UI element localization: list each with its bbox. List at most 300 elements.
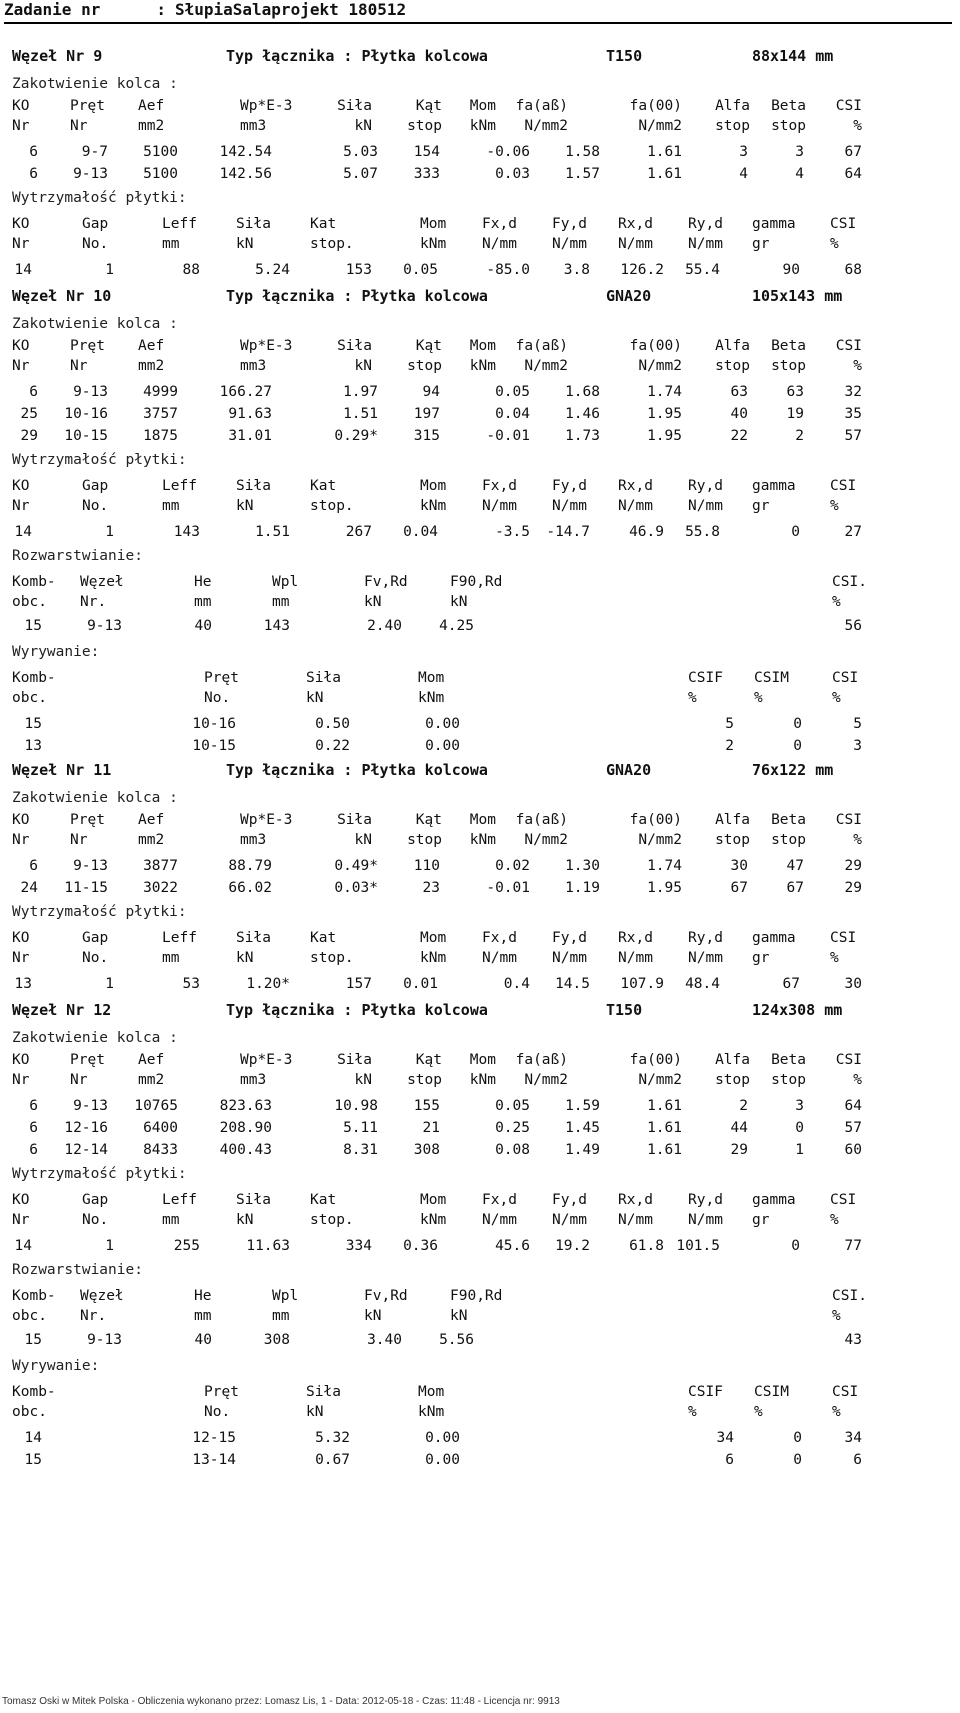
pull-cell-5: 0 — [793, 1452, 802, 1468]
anchor-header-cell-0: KO — [12, 1052, 30, 1068]
anchor-cell-8: 1.95 — [647, 428, 682, 444]
plate-header-cell-4: Kat — [310, 1192, 337, 1208]
plate-unit-cell-11: % — [830, 1212, 839, 1228]
anchor-unit-cell-2: mm2 — [138, 832, 165, 848]
plate-size: 105x143 mm — [752, 287, 843, 305]
plate-cell-8: 126.2 — [620, 262, 664, 278]
plate-unit-cell-1: No. — [82, 950, 109, 966]
split-unit-cell-6: % — [832, 594, 841, 610]
plate-header-cell-4: Kat — [310, 478, 337, 494]
split-cell-1: 9-13 — [87, 618, 122, 634]
anchor-cell-2: 4999 — [143, 384, 178, 400]
section-anchorage: Zakotwienie kolca : — [12, 1030, 178, 1046]
anchor-cell-4: 0.03* — [334, 880, 378, 896]
anchor-cell-1: 9-13 — [73, 1098, 108, 1114]
title-separator: : — [156, 0, 166, 19]
anchor-cell-4: 1.51 — [343, 406, 378, 422]
plate-unit-cell-9: N/mm — [688, 498, 723, 514]
anchor-table-row — [0, 144, 960, 162]
plate-unit-cell-0: Nr — [12, 498, 30, 514]
section-anchorage: Zakotwienie kolca : — [12, 316, 178, 332]
plate-cell-1: 1 — [105, 524, 114, 540]
plate-cell-0: 13 — [14, 976, 32, 992]
plate-cell-5: 0.36 — [403, 1238, 438, 1254]
anchor-cell-1: 12-14 — [64, 1142, 108, 1158]
plate-header-cell-11: CSI — [830, 930, 857, 946]
plate-cell-11: 30 — [844, 976, 862, 992]
plate-cell-11: 77 — [844, 1238, 862, 1254]
anchor-unit-cell-9: stop — [715, 1072, 750, 1088]
anchor-cell-0: 6 — [29, 384, 38, 400]
plate-header-row — [0, 1192, 960, 1210]
section-plate-strength: Wytrzymałość płytki: — [12, 904, 187, 920]
plate-size: 88x144 mm — [752, 47, 834, 65]
anchor-unit-cell-2: mm2 — [138, 358, 165, 374]
anchor-unit-cell-3: mm3 — [240, 358, 267, 374]
anchor-unit-cell-1: Nr — [70, 118, 88, 134]
plate-unit-cell-1: No. — [82, 236, 109, 252]
anchor-cell-1: 9-13 — [73, 858, 108, 874]
anchor-cell-6: -0.06 — [486, 144, 530, 160]
pull-header-cell-5: CSIM — [754, 1384, 789, 1400]
anchor-table-row — [0, 384, 960, 402]
plate-header-cell-6: Fx,d — [482, 216, 517, 232]
anchor-cell-8: 1.95 — [647, 880, 682, 896]
anchor-cell-7: 1.58 — [565, 144, 600, 160]
anchor-table-row — [0, 880, 960, 898]
anchor-cell-10: 63 — [786, 384, 804, 400]
anchor-cell-11: 64 — [844, 166, 862, 182]
pull-units-row — [0, 690, 960, 708]
pull-cell-1: 10-16 — [192, 716, 236, 732]
anchor-unit-cell-0: Nr — [12, 358, 30, 374]
plate-unit-cell-0: Nr — [12, 1212, 30, 1228]
split-cell-1: 9-13 — [87, 1332, 122, 1348]
plate-table-row — [0, 262, 960, 280]
split-cell-0: 15 — [24, 1332, 42, 1348]
anchor-cell-1: 12-16 — [64, 1120, 108, 1136]
anchor-cell-6: 0.03 — [495, 166, 530, 182]
split-cell-6: 43 — [844, 1332, 862, 1348]
pull-header-cell-6: CSI — [832, 1384, 859, 1400]
anchor-cell-4: 5.11 — [343, 1120, 378, 1136]
anchor-unit-cell-8: N/mm2 — [638, 118, 682, 134]
anchor-cell-10: 67 — [786, 880, 804, 896]
split-units-row — [0, 1308, 960, 1326]
anchor-cell-7: 1.57 — [565, 166, 600, 182]
split-unit-cell-1: Nr. — [80, 1308, 107, 1324]
anchor-units-row — [0, 118, 960, 136]
plate-unit-cell-8: N/mm — [618, 950, 653, 966]
pull-unit-cell-2: kN — [306, 1404, 324, 1420]
anchor-unit-cell-11: % — [853, 832, 862, 848]
plate-unit-cell-9: N/mm — [688, 236, 723, 252]
anchor-unit-cell-8: N/mm2 — [638, 1072, 682, 1088]
plate-header-cell-3: Siła — [236, 216, 271, 232]
split-cell-5: 4.25 — [439, 618, 474, 634]
anchor-unit-cell-1: Nr — [70, 358, 88, 374]
anchor-cell-4: 8.31 — [343, 1142, 378, 1158]
plate-units-row — [0, 236, 960, 254]
plate-header-cell-5: Mom — [420, 1192, 447, 1208]
pull-header-cell-2: Siła — [306, 670, 341, 686]
anchor-header-cell-7: fa(aß) — [515, 1052, 568, 1068]
anchor-header-cell-3: Wp*E-3 — [240, 338, 293, 354]
anchor-unit-cell-7: N/mm2 — [524, 832, 568, 848]
pull-header-cell-3: Mom — [418, 1384, 445, 1400]
plate-unit-cell-3: kN — [236, 1212, 254, 1228]
anchor-table-row — [0, 1098, 960, 1116]
anchor-unit-cell-1: Nr — [70, 832, 88, 848]
anchor-header-cell-9: Alfa — [715, 98, 750, 114]
pull-unit-cell-6: % — [832, 1404, 841, 1420]
anchor-cell-10: 2 — [795, 428, 804, 444]
split-header-cell-1: Węzeł — [80, 1288, 124, 1304]
anchor-cell-1: 11-15 — [64, 880, 108, 896]
anchor-header-cell-5: Kąt — [415, 98, 442, 114]
plate-unit-cell-10: gr — [752, 1212, 770, 1228]
section-splitting: Rozwarstwianie: — [12, 548, 143, 564]
anchor-cell-10: 3 — [795, 144, 804, 160]
anchor-cell-0: 6 — [29, 1142, 38, 1158]
pull-unit-cell-0: obc. — [12, 1404, 47, 1420]
anchor-unit-cell-7: N/mm2 — [524, 1072, 568, 1088]
plate-cell-4: 153 — [345, 262, 372, 278]
pull-header-row — [0, 1384, 960, 1402]
section-anchorage: Zakotwienie kolca : — [12, 790, 178, 806]
plate-unit-cell-10: gr — [752, 236, 770, 252]
pull-unit-cell-2: kN — [306, 690, 324, 706]
plate-header-cell-6: Fx,d — [482, 1192, 517, 1208]
split-cell-3: 143 — [263, 618, 290, 634]
plate-unit-cell-4: stop. — [310, 1212, 354, 1228]
anchor-header-row — [0, 1052, 960, 1070]
node-title: Węzeł Nr 12 — [12, 1001, 112, 1019]
anchor-unit-cell-6: kNm — [469, 118, 496, 134]
anchor-header-cell-2: Aef — [138, 812, 165, 828]
plate-size: 124x308 mm — [752, 1001, 843, 1019]
split-table-row — [0, 1332, 960, 1350]
plate-cell-2: 143 — [173, 524, 200, 540]
anchor-table-row — [0, 858, 960, 876]
pull-cell-4: 6 — [725, 1452, 734, 1468]
anchor-header-cell-7: fa(aß) — [515, 98, 568, 114]
anchor-cell-9: 4 — [739, 166, 748, 182]
anchor-cell-0: 29 — [20, 428, 38, 444]
plate-unit-cell-0: Nr — [12, 950, 30, 966]
pull-header-cell-0: Komb- — [12, 670, 56, 686]
plate-unit-cell-1: No. — [82, 1212, 109, 1228]
anchor-cell-10: 1 — [795, 1142, 804, 1158]
plate-header-cell-3: Siła — [236, 930, 271, 946]
split-cell-5: 5.56 — [439, 1332, 474, 1348]
anchor-cell-2: 5100 — [143, 144, 178, 160]
anchor-unit-cell-10: stop — [771, 832, 806, 848]
anchor-cell-11: 57 — [844, 1120, 862, 1136]
plate-header-cell-10: gamma — [752, 216, 796, 232]
pull-header-cell-0: Komb- — [12, 1384, 56, 1400]
anchor-cell-8: 1.61 — [647, 1098, 682, 1114]
anchor-cell-1: 9-13 — [73, 384, 108, 400]
anchor-units-row — [0, 832, 960, 850]
anchor-header-cell-3: Wp*E-3 — [240, 98, 293, 114]
plate-cell-6: -3.5 — [495, 524, 530, 540]
anchor-unit-cell-5: stop — [407, 118, 442, 134]
split-unit-cell-4: kN — [364, 1308, 382, 1324]
plate-cell-10: 67 — [782, 976, 800, 992]
plate-size: 76x122 mm — [752, 761, 834, 779]
anchor-cell-9: 30 — [730, 858, 748, 874]
plate-unit-cell-6: N/mm — [482, 236, 517, 252]
anchor-header-cell-6: Mom — [469, 98, 496, 114]
plate-unit-cell-3: kN — [236, 236, 254, 252]
anchor-cell-2: 10765 — [134, 1098, 178, 1114]
plate-table-row — [0, 976, 960, 994]
anchor-header-cell-0: KO — [12, 98, 30, 114]
plate-cell-2: 53 — [182, 976, 200, 992]
plate-cell-11: 27 — [844, 524, 862, 540]
pull-unit-cell-6: % — [832, 690, 841, 706]
pull-unit-cell-0: obc. — [12, 690, 47, 706]
title-label: Zadanie nr — [4, 0, 101, 19]
connector-code: GNA20 — [606, 761, 652, 779]
anchor-header-cell-4: Siła — [337, 812, 372, 828]
anchor-header-cell-6: Mom — [469, 812, 496, 828]
split-header-row — [0, 574, 960, 592]
anchor-cell-4: 0.29* — [334, 428, 378, 444]
anchor-cell-3: 66.02 — [228, 880, 272, 896]
anchor-cell-9: 63 — [730, 384, 748, 400]
plate-cell-4: 267 — [345, 524, 372, 540]
plate-cell-10: 90 — [782, 262, 800, 278]
pull-header-cell-2: Siła — [306, 1384, 341, 1400]
pull-units-row — [0, 1404, 960, 1422]
anchor-cell-10: 47 — [786, 858, 804, 874]
anchor-cell-8: 1.74 — [647, 384, 682, 400]
plate-header-cell-1: Gap — [82, 478, 109, 494]
anchor-header-cell-3: Wp*E-3 — [240, 812, 293, 828]
anchor-header-cell-5: Kąt — [415, 338, 442, 354]
anchor-cell-2: 1875 — [143, 428, 178, 444]
anchor-cell-9: 40 — [730, 406, 748, 422]
plate-cell-1: 1 — [105, 976, 114, 992]
section-anchorage: Zakotwienie kolca : — [12, 76, 178, 92]
connector-type: Typ łącznika : Płytka kolcowa — [226, 287, 488, 305]
split-header-cell-1: Węzeł — [80, 574, 124, 590]
split-header-cell-0: Komb- — [12, 574, 56, 590]
anchor-header-cell-10: Beta — [771, 812, 806, 828]
anchor-header-cell-1: Pręt — [70, 338, 105, 354]
pull-header-cell-1: Pręt — [204, 670, 239, 686]
plate-cell-9: 55.4 — [685, 262, 720, 278]
split-cell-3: 308 — [263, 1332, 290, 1348]
anchor-cell-2: 8433 — [143, 1142, 178, 1158]
plate-unit-cell-10: gr — [752, 498, 770, 514]
anchor-cell-1: 10-15 — [64, 428, 108, 444]
footer: Tomasz Oski w Mitek Polska - Obliczenia wykonano przez: Lomasz Lis, 1 - Data: 2012-05-18 - Czas: 11:48 - Licencja nr: 9913 — [2, 1696, 560, 1707]
plate-header-cell-8: Rx,d — [618, 1192, 653, 1208]
split-header-cell-6: CSI. — [832, 1288, 867, 1304]
anchor-cell-2: 6400 — [143, 1120, 178, 1136]
anchor-unit-cell-11: % — [853, 118, 862, 134]
split-unit-cell-4: kN — [364, 594, 382, 610]
anchor-unit-cell-4: kN — [354, 832, 372, 848]
anchor-cell-8: 1.61 — [647, 1142, 682, 1158]
anchor-cell-11: 60 — [844, 1142, 862, 1158]
anchor-cell-4: 1.97 — [343, 384, 378, 400]
pull-cell-6: 6 — [853, 1452, 862, 1468]
pull-cell-5: 0 — [793, 738, 802, 754]
anchor-cell-11: 29 — [844, 880, 862, 896]
split-units-row — [0, 594, 960, 612]
anchor-table-row — [0, 1120, 960, 1138]
anchor-cell-9: 3 — [739, 144, 748, 160]
connector-code: GNA20 — [606, 287, 652, 305]
pull-cell-6: 34 — [844, 1430, 862, 1446]
anchor-cell-8: 1.61 — [647, 144, 682, 160]
anchor-cell-6: 0.05 — [495, 1098, 530, 1114]
plate-header-cell-2: Leff — [162, 930, 197, 946]
anchor-cell-4: 10.98 — [334, 1098, 378, 1114]
anchor-unit-cell-4: kN — [354, 1072, 372, 1088]
plate-cell-9: 55.8 — [685, 524, 720, 540]
connector-code: T150 — [606, 1001, 643, 1019]
anchor-cell-5: 21 — [422, 1120, 440, 1136]
plate-unit-cell-1: No. — [82, 498, 109, 514]
anchor-cell-0: 6 — [29, 1098, 38, 1114]
split-unit-cell-3: mm — [272, 594, 290, 610]
plate-header-cell-2: Leff — [162, 1192, 197, 1208]
pull-cell-0: 13 — [24, 738, 42, 754]
anchor-cell-9: 22 — [730, 428, 748, 444]
anchor-units-row — [0, 358, 960, 376]
split-header-cell-3: Wpl — [272, 1288, 299, 1304]
plate-header-cell-2: Leff — [162, 216, 197, 232]
plate-header-cell-6: Fx,d — [482, 930, 517, 946]
plate-unit-cell-11: % — [830, 498, 839, 514]
plate-cell-8: 107.9 — [620, 976, 664, 992]
anchor-unit-cell-10: stop — [771, 358, 806, 374]
plate-cell-5: 0.01 — [403, 976, 438, 992]
plate-unit-cell-5: kNm — [420, 498, 447, 514]
anchor-header-cell-9: Alfa — [715, 338, 750, 354]
plate-header-cell-10: gamma — [752, 478, 796, 494]
anchor-cell-7: 1.45 — [565, 1120, 600, 1136]
split-cell-2: 40 — [194, 618, 212, 634]
anchor-unit-cell-7: N/mm2 — [524, 358, 568, 374]
anchor-cell-3: 142.54 — [219, 144, 272, 160]
plate-header-cell-7: Fy,d — [552, 216, 587, 232]
anchor-cell-3: 88.79 — [228, 858, 272, 874]
anchor-unit-cell-8: N/mm2 — [638, 358, 682, 374]
split-header-cell-2: He — [194, 1288, 212, 1304]
anchor-cell-3: 208.90 — [219, 1120, 272, 1136]
plate-header-cell-5: Mom — [420, 216, 447, 232]
anchor-cell-5: 308 — [413, 1142, 440, 1158]
anchor-cell-6: 0.25 — [495, 1120, 530, 1136]
anchor-unit-cell-10: stop — [771, 118, 806, 134]
anchor-cell-7: 1.68 — [565, 384, 600, 400]
plate-units-row — [0, 950, 960, 968]
anchor-cell-5: 23 — [422, 880, 440, 896]
plate-header-cell-9: Ry,d — [688, 216, 723, 232]
anchor-cell-5: 154 — [413, 144, 440, 160]
anchor-cell-7: 1.59 — [565, 1098, 600, 1114]
plate-unit-cell-4: stop. — [310, 236, 354, 252]
anchor-cell-8: 1.95 — [647, 406, 682, 422]
split-header-cell-4: Fv,Rd — [364, 1288, 408, 1304]
section-plate-strength: Wytrzymałość płytki: — [12, 452, 187, 468]
anchor-cell-7: 1.49 — [565, 1142, 600, 1158]
anchor-cell-10: 4 — [795, 166, 804, 182]
anchor-unit-cell-11: % — [853, 358, 862, 374]
plate-cell-0: 14 — [14, 1238, 32, 1254]
pull-cell-5: 0 — [793, 1430, 802, 1446]
plate-unit-cell-8: N/mm — [618, 498, 653, 514]
node-title: Węzeł Nr 9 — [12, 47, 103, 65]
plate-cell-10: 0 — [791, 1238, 800, 1254]
pull-header-row — [0, 670, 960, 688]
plate-cell-2: 255 — [173, 1238, 200, 1254]
connector-type: Typ łącznika : Płytka kolcowa — [226, 761, 488, 779]
split-unit-cell-3: mm — [272, 1308, 290, 1324]
anchor-unit-cell-9: stop — [715, 358, 750, 374]
anchor-cell-6: 0.02 — [495, 858, 530, 874]
anchor-header-cell-10: Beta — [771, 338, 806, 354]
split-unit-cell-0: obc. — [12, 1308, 47, 1324]
plate-header-cell-7: Fy,d — [552, 478, 587, 494]
anchor-unit-cell-3: mm3 — [240, 1072, 267, 1088]
anchor-header-cell-1: Pręt — [70, 1052, 105, 1068]
anchor-header-cell-4: Siła — [337, 98, 372, 114]
plate-unit-cell-2: mm — [162, 236, 180, 252]
plate-header-cell-8: Rx,d — [618, 216, 653, 232]
pull-table-row — [0, 738, 960, 756]
anchor-header-cell-7: fa(aß) — [515, 812, 568, 828]
anchor-cell-0: 24 — [20, 880, 38, 896]
plate-cell-7: 14.5 — [555, 976, 590, 992]
plate-header-cell-7: Fy,d — [552, 1192, 587, 1208]
split-unit-cell-5: kN — [450, 594, 468, 610]
split-header-cell-2: He — [194, 574, 212, 590]
pull-unit-cell-5: % — [754, 690, 763, 706]
anchor-unit-cell-5: stop — [407, 1072, 442, 1088]
plate-unit-cell-0: Nr — [12, 236, 30, 252]
anchor-unit-cell-10: stop — [771, 1072, 806, 1088]
anchor-cell-2: 3022 — [143, 880, 178, 896]
pull-header-cell-1: Pręt — [204, 1384, 239, 1400]
plate-cell-6: 45.6 — [495, 1238, 530, 1254]
plate-header-cell-9: Ry,d — [688, 1192, 723, 1208]
split-header-cell-3: Wpl — [272, 574, 299, 590]
anchor-cell-8: 1.74 — [647, 858, 682, 874]
pull-cell-0: 14 — [24, 1430, 42, 1446]
plate-header-cell-3: Siła — [236, 1192, 271, 1208]
anchor-unit-cell-4: kN — [354, 358, 372, 374]
anchor-cell-11: 32 — [844, 384, 862, 400]
anchor-unit-cell-2: mm2 — [138, 1072, 165, 1088]
anchor-cell-11: 29 — [844, 858, 862, 874]
plate-unit-cell-2: mm — [162, 950, 180, 966]
pull-cell-4: 2 — [725, 738, 734, 754]
plate-unit-cell-6: N/mm — [482, 950, 517, 966]
pull-cell-6: 3 — [853, 738, 862, 754]
pull-cell-2: 0.50 — [315, 716, 350, 732]
split-cell-6: 56 — [844, 618, 862, 634]
anchor-unit-cell-9: stop — [715, 118, 750, 134]
anchor-cell-9: 67 — [730, 880, 748, 896]
split-unit-cell-2: mm — [194, 594, 212, 610]
